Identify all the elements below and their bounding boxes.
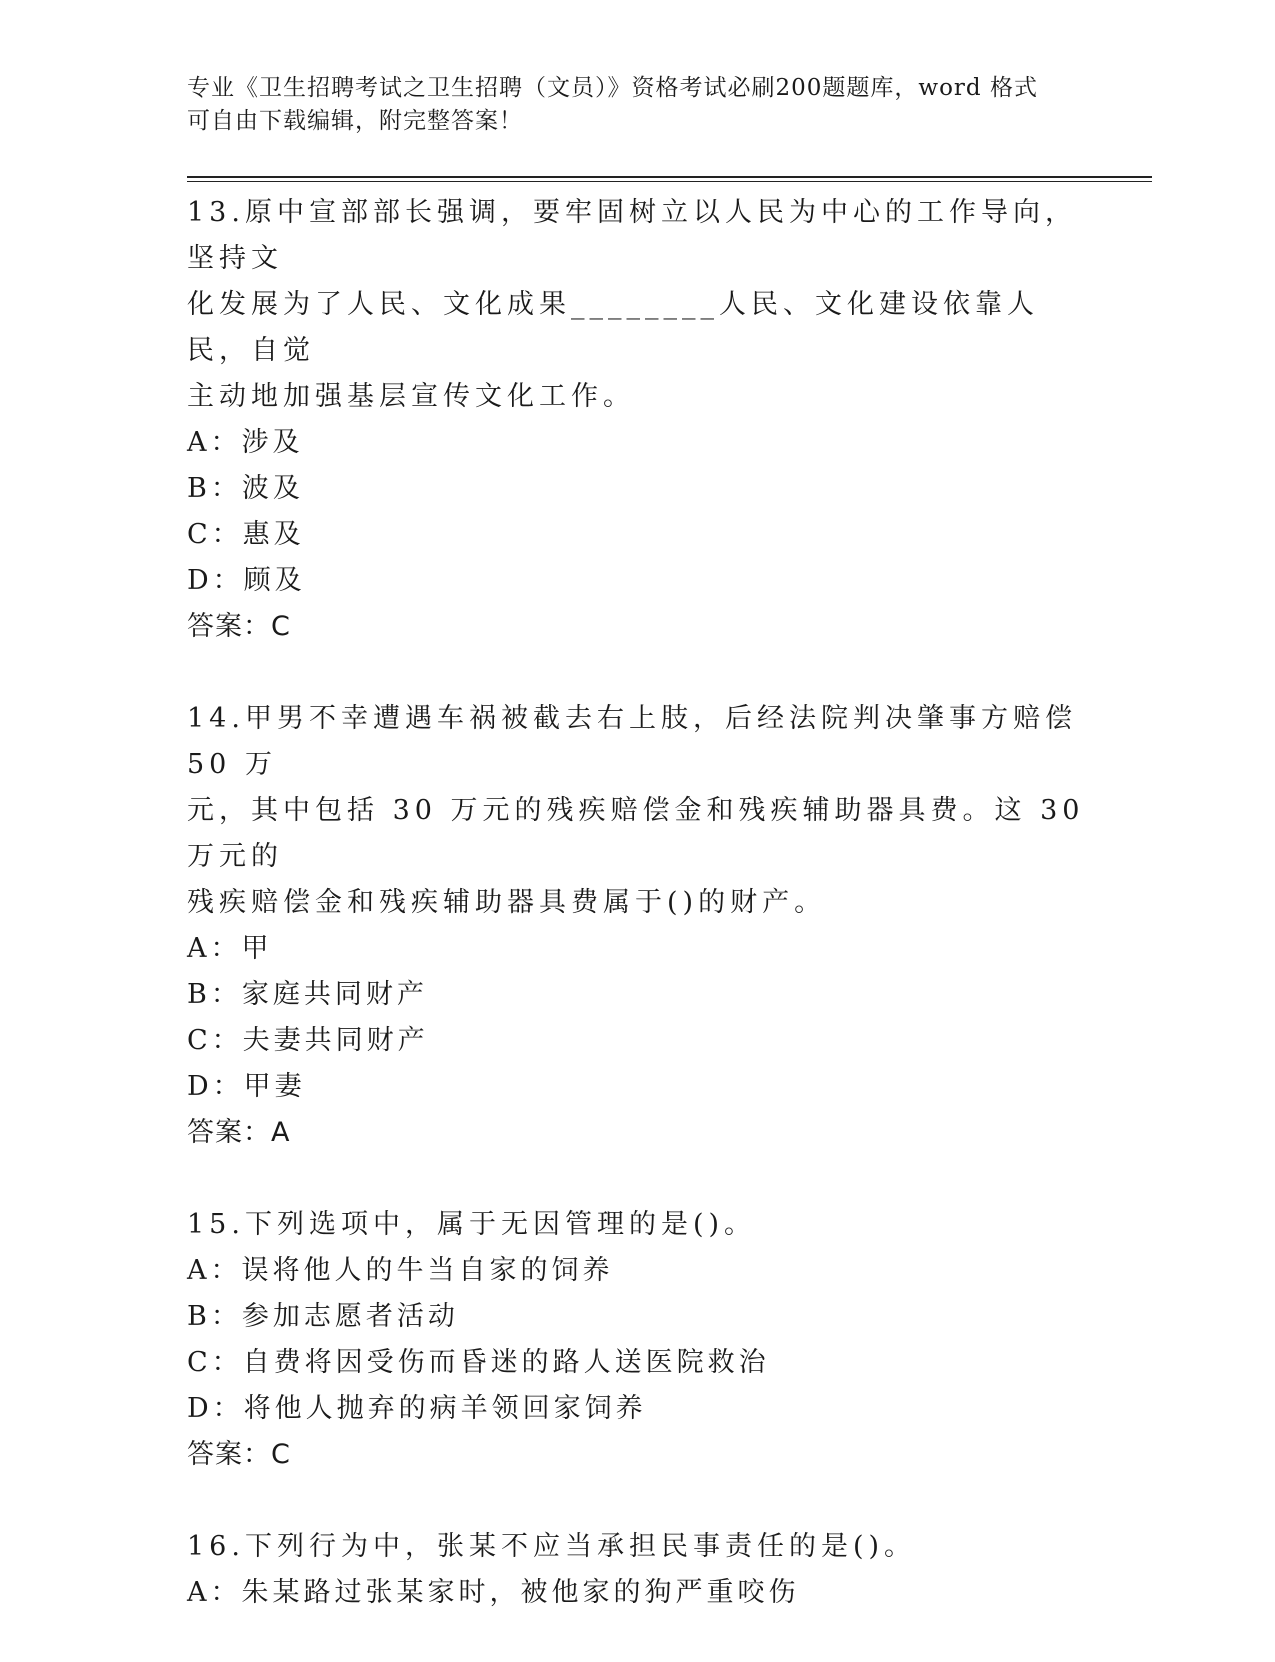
question-stem-line: 14.甲男不幸遭遇车祸被截去右上肢，后经法院判决肇事方赔偿 50 万 xyxy=(187,703,1077,780)
option-c: C：惠及 xyxy=(187,519,305,550)
option-d: D：将他人抛弃的病羊领回家饲养 xyxy=(187,1393,647,1424)
answer-line: 答案：C xyxy=(187,1439,291,1470)
header-line-1: 专业《卫生招聘考试之卫生招聘（文员）》资格考试必刷200题题库，word 格式 xyxy=(187,75,1038,101)
question-14 xyxy=(187,696,1087,1156)
document-header xyxy=(187,72,1067,138)
option-d: D：顾及 xyxy=(187,565,306,596)
question-stem-line: 主动地加强基层宣传文化工作。 xyxy=(187,381,635,412)
option-a: A：朱某路过张某家时，被他家的狗严重咬伤 xyxy=(187,1577,800,1608)
option-b: B：家庭共同财产 xyxy=(187,979,428,1010)
option-c: C：夫妻共同财产 xyxy=(187,1025,429,1056)
answer-line: 答案：A xyxy=(187,1117,291,1148)
question-stem-line: 15.下列选项中，属于无因管理的是()。 xyxy=(187,1209,757,1240)
option-a: A：误将他人的牛当自家的饲养 xyxy=(187,1255,614,1286)
question-15 xyxy=(187,1202,1087,1478)
option-c: C：自费将因受伤而昏迷的路人送医院救治 xyxy=(187,1347,770,1378)
option-d: D：甲妻 xyxy=(187,1071,306,1102)
question-16 xyxy=(187,1524,1087,1616)
header-line-2: 可自由下载编辑，附完整答案！ xyxy=(187,108,523,134)
question-stem-line: 13.原中宣部部长强调，要牢固树立以人民为中心的工作导向，坚持文 xyxy=(187,197,1077,274)
question-list xyxy=(187,190,1087,1662)
option-a: A：涉及 xyxy=(187,427,304,458)
question-stem-line: 元，其中包括 30 万元的残疾赔偿金和残疾辅助器具费。这 30 万元的 xyxy=(187,795,1085,872)
option-a: A：甲 xyxy=(187,933,273,964)
answer-line: 答案：C xyxy=(187,611,291,642)
option-b: B：参加志愿者活动 xyxy=(187,1301,459,1332)
question-stem-line: 化发展为了人民、文化成果________人民、文化建设依靠人民，自觉 xyxy=(187,289,1039,366)
question-stem-line: 残疾赔偿金和残疾辅助器具费属于()的财产。 xyxy=(187,887,827,918)
option-b: B：波及 xyxy=(187,473,304,504)
question-13 xyxy=(187,190,1087,650)
header-divider xyxy=(187,176,1152,182)
question-stem-line: 16.下列行为中，张某不应当承担民事责任的是()。 xyxy=(187,1531,917,1562)
